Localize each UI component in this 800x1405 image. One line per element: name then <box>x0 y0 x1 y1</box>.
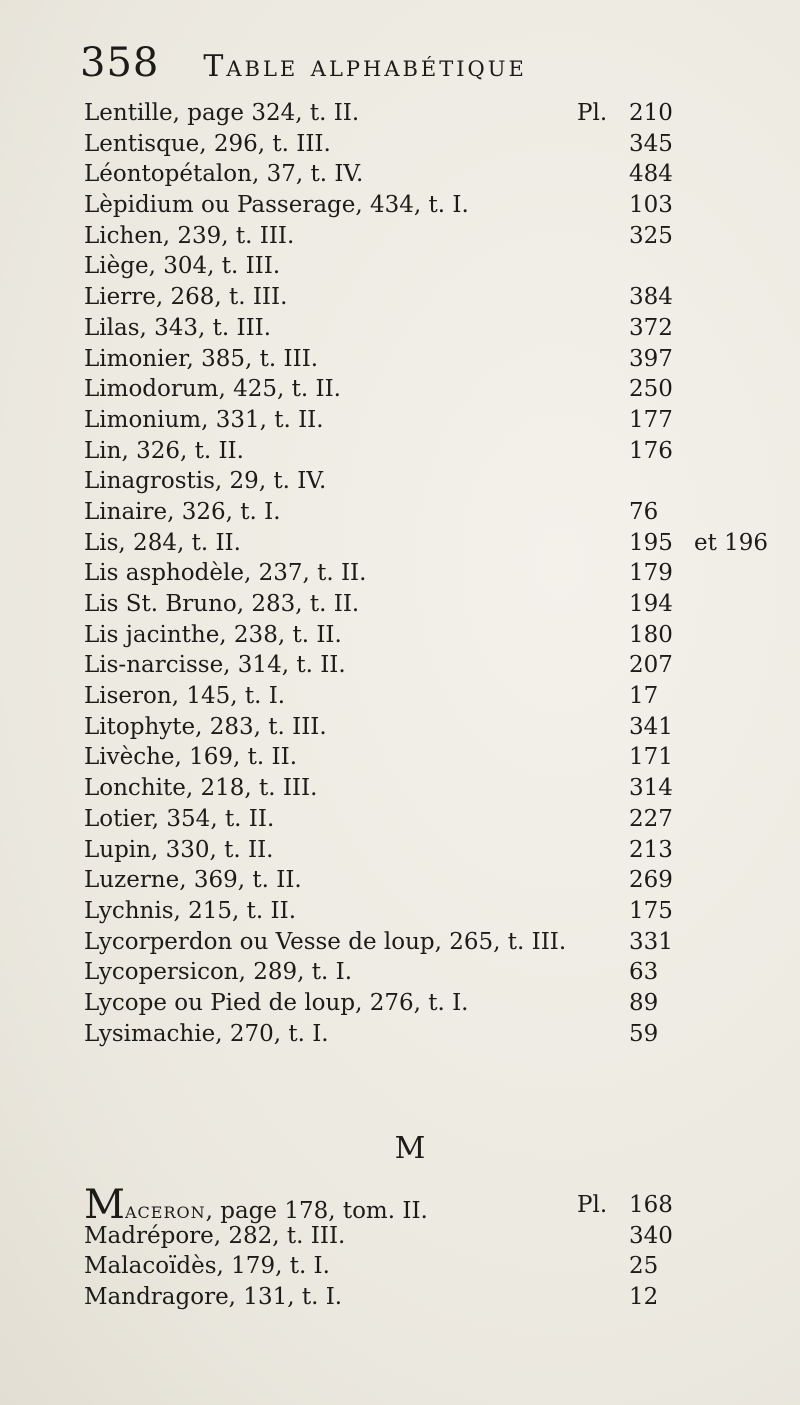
entry-text: Lis-narcisse, 314, t. II. <box>84 652 346 679</box>
plate-number: 175 <box>629 897 673 924</box>
index-entry <box>84 1182 704 1228</box>
plate-number: 195 <box>629 529 673 556</box>
plate-number: 340 <box>629 1222 673 1249</box>
index-entry <box>84 159 704 190</box>
entry-text: Lierre, 268, t. III. <box>84 284 288 311</box>
plate-number: 207 <box>629 652 673 679</box>
index-entry <box>84 650 704 681</box>
plate-number: 89 <box>629 989 659 1016</box>
entry-text: Lotier, 354, t. II. <box>84 805 275 832</box>
plate-number: 250 <box>629 376 673 403</box>
plate-number: 194 <box>629 591 673 617</box>
index-entry <box>84 896 704 927</box>
section-letter-m: M <box>394 1131 426 1166</box>
index-entry <box>84 927 704 958</box>
plate-number: 345 <box>629 130 673 157</box>
index-entry <box>84 957 704 988</box>
index-entry <box>84 251 704 282</box>
index-entry <box>84 374 704 405</box>
plate-number: 76 <box>629 498 659 525</box>
plate-number: 180 <box>629 621 673 648</box>
plate-number: 227 <box>629 805 673 832</box>
entry-text: Liège, 304, t. III. <box>84 253 281 280</box>
index-entry <box>84 589 704 620</box>
index-entry <box>84 129 704 160</box>
plate-number: 12 <box>629 1284 659 1311</box>
entry-text: Linaire, 326, t. I. <box>84 498 281 525</box>
page-header <box>80 40 680 90</box>
plate-number: 168 <box>629 1192 673 1218</box>
entry-text: Lichen, 239, t. III. <box>84 222 295 249</box>
plate-number: 210 <box>629 100 673 126</box>
index-entry <box>84 773 704 804</box>
plate-number: 325 <box>629 222 673 249</box>
plate-number: 17 <box>629 683 659 710</box>
plate-number: 179 <box>629 560 673 587</box>
entry-text: Limonier, 385, t. III. <box>84 345 319 372</box>
plate-number: 213 <box>629 836 673 863</box>
entry-text: Lonchite, 218, t. III. <box>84 775 318 802</box>
entry-text: Litophyte, 283, t. III. <box>84 713 327 740</box>
plate-number: 25 <box>629 1253 659 1280</box>
index-entry <box>84 620 704 651</box>
entry-text: Léontopétalon, 37, t. IV. <box>84 161 364 188</box>
index-entry <box>84 742 704 773</box>
index-entry <box>84 466 704 497</box>
index-entry <box>84 282 704 313</box>
index-entry <box>84 1221 704 1252</box>
index-entry <box>84 221 704 252</box>
plate-label: Pl. <box>577 100 608 126</box>
plate-number: 314 <box>629 775 673 802</box>
index-entry <box>84 1251 704 1282</box>
plate-number: 269 <box>629 867 673 894</box>
page-number: 358 <box>80 40 160 86</box>
entry-text: Linagrostis, 29, t. IV. <box>84 468 327 495</box>
index-entry <box>84 1019 704 1050</box>
plate-number: 384 <box>629 284 673 311</box>
plate-number: 341 <box>629 713 673 740</box>
running-title: Table alphabétique <box>203 49 527 84</box>
entry-text: Lis, 284, t. II. <box>84 529 241 556</box>
index-entries-l <box>84 98 769 1049</box>
plate-number: 171 <box>629 744 673 771</box>
plate-number: 103 <box>629 192 673 219</box>
index-entry <box>84 436 704 467</box>
entry-text: Lychnis, 215, t. II. <box>84 897 297 924</box>
entry-text: Lycope ou Pied de loup, 276, t. I. <box>84 989 469 1016</box>
entry-text: Liseron, 145, t. I. <box>84 683 286 710</box>
index-entry <box>84 681 704 712</box>
index-entry <box>84 497 704 528</box>
index-entry <box>84 712 704 743</box>
entry-text: Lèpidium ou Passerage, 434, t. I. <box>84 192 469 219</box>
entry-text: Limodorum, 425, t. II. <box>84 376 341 403</box>
index-entry <box>84 98 704 129</box>
index-entry <box>84 344 704 375</box>
plate-label: Pl. <box>577 1192 608 1218</box>
index-entry <box>84 528 769 559</box>
index-entry <box>84 405 704 436</box>
plate-number: 484 <box>629 161 673 188</box>
entry-text: Lis jacinthe, 238, t. II. <box>84 621 342 648</box>
entry-text: Lupin, 330, t. II. <box>84 836 274 863</box>
index-entries-m-list <box>84 1221 704 1313</box>
entry-text: Lin, 326, t. II. <box>84 437 244 464</box>
plate-number: 59 <box>629 1020 659 1047</box>
entry-text: Lysimachie, 270, t. I. <box>84 1020 329 1047</box>
entry-text: Mandragore, 131, t. I. <box>84 1284 343 1311</box>
plate-number: 63 <box>629 959 659 986</box>
entry-text: Lycorperdon ou Vesse de loup, 265, t. III. <box>84 928 567 955</box>
entry-text: Lis asphodèle, 237, t. II. <box>84 560 367 587</box>
plate-number: 177 <box>629 406 673 433</box>
index-entry <box>84 804 704 835</box>
plate-number: 176 <box>629 437 673 464</box>
drop-capital: M <box>84 1182 125 1228</box>
plate-number: 372 <box>629 314 673 341</box>
index-entry <box>84 988 704 1019</box>
entry-text: Lis St. Bruno, 283, t. II. <box>84 591 360 617</box>
plate-number: 331 <box>629 928 673 955</box>
plate-extra: et 196 <box>694 529 769 556</box>
index-entry <box>84 835 704 866</box>
entry-rest: , page 178, tom. II. <box>205 1198 428 1224</box>
entry-text: Lilas, 343, t. III. <box>84 314 272 341</box>
entry-text: Lycopersicon, 289, t. I. <box>84 959 353 986</box>
entry-text: Malacoïdès, 179, t. I. <box>84 1253 330 1280</box>
index-entries-m <box>84 1182 704 1313</box>
index-entry <box>84 190 704 221</box>
entry-text: Limonium, 331, t. II. <box>84 406 324 433</box>
plate-number: 397 <box>629 345 673 372</box>
index-entry <box>84 558 704 589</box>
entry-text: Lentisque, 296, t. III. <box>84 130 331 157</box>
index-entry <box>84 313 704 344</box>
entry-text: Madrépore, 282, t. III. <box>84 1222 346 1249</box>
index-entry <box>84 865 704 896</box>
index-entry <box>84 1282 704 1313</box>
entry-text: Luzerne, 369, t. II. <box>84 867 302 894</box>
entry-smallcaps: aceron <box>124 1198 206 1224</box>
entry-text: Livèche, 169, t. II. <box>84 744 298 771</box>
entry-text: Lentille, page 324, t. II. <box>84 100 360 126</box>
